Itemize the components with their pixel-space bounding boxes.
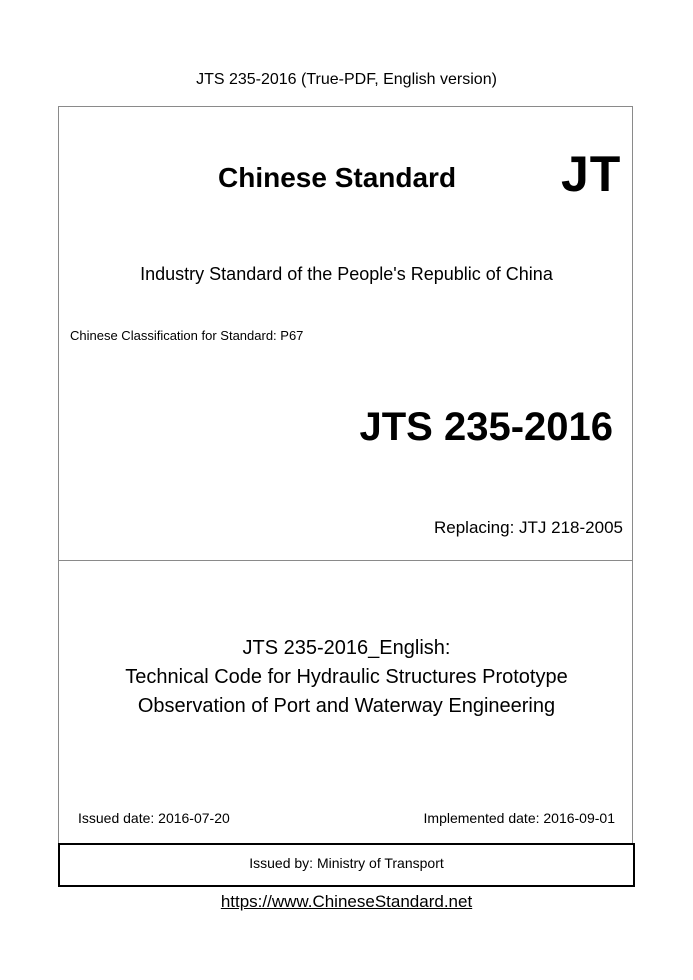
industry-standard-line: Industry Standard of the People's Republic of China bbox=[140, 264, 553, 284]
document-title-line: JTS 235-2016_English: bbox=[242, 637, 451, 659]
page-header-title: JTS 235-2016 (True-PDF, English version) bbox=[196, 71, 497, 88]
issued-by: Issued by: Ministry of Transport bbox=[249, 855, 444, 871]
classification-line: Chinese Classification for Standard: P67 bbox=[70, 328, 304, 343]
website-link[interactable]: https://www.ChineseStandard.net bbox=[220, 892, 473, 911]
document-title bbox=[0, 634, 693, 721]
standard-number: JTS 235-2016 bbox=[359, 405, 613, 449]
issued-date: Issued date: 2016-07-20 bbox=[78, 810, 230, 826]
document-title-line: Technical Code for Hydraulic Structures Prototype bbox=[125, 666, 568, 688]
standard-type-title: Chinese Standard bbox=[218, 162, 457, 193]
document-title-line: Observation of Port and Waterway Engineering bbox=[137, 695, 556, 717]
implemented-date: Implemented date: 2016-09-01 bbox=[423, 810, 615, 826]
replacing-line: Replacing: JTJ 218-2005 bbox=[433, 518, 623, 537]
category-code-logo: JT bbox=[561, 146, 622, 202]
